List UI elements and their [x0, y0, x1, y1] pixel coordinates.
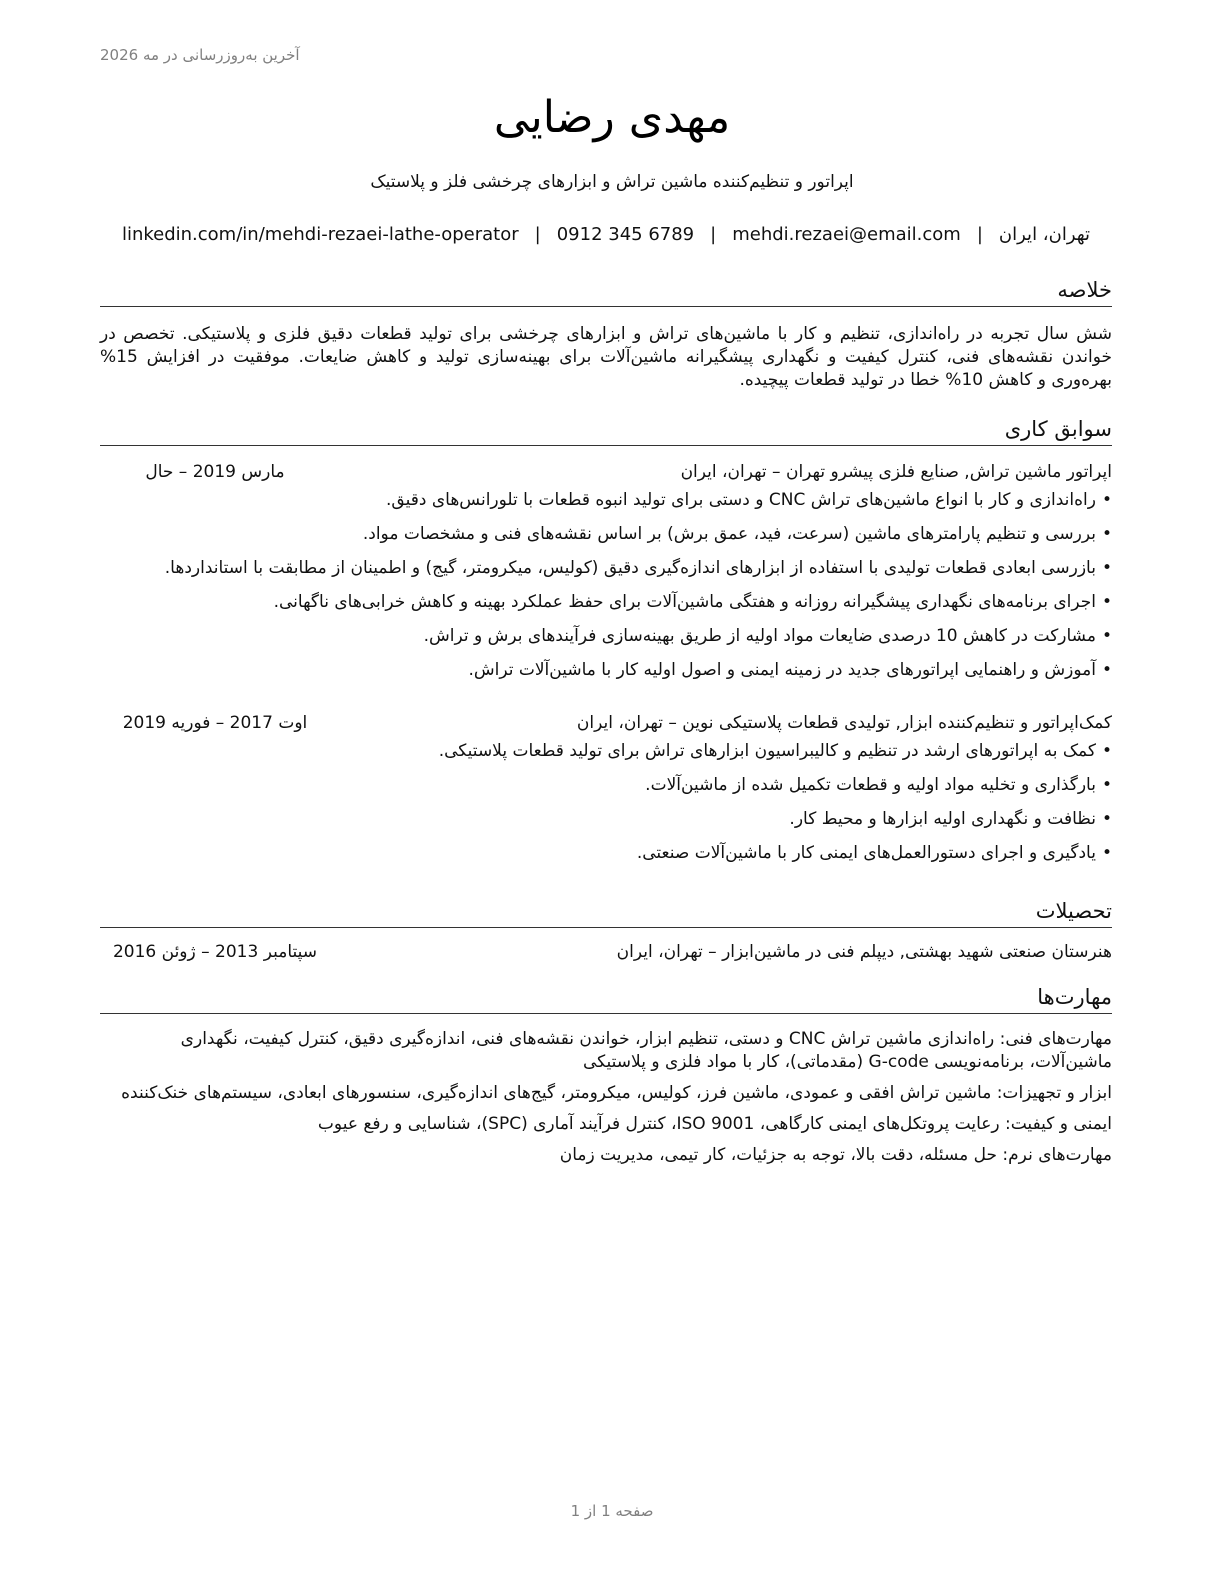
contact-linkedin[interactable]: linkedin.com/in/mehdi-rezaei-lathe-operator: [121, 224, 519, 245]
skill-line: مهارت‌های فنی: راه‌اندازی ماشین تراش CNC و دستی، تنظیم ابزار، خواندن نقشه‌های فنی، اندازه‌گیری دقیق، کنترل کیفیت، نگهداری ماشین‌آلات، برنامه‌نویسی G-code (مقدماتی)، کار با مواد فلزی و پلاستیکی: [180, 1029, 1112, 1072]
education-header: [100, 940, 1112, 964]
job-dates: مارس 2019 – حال: [145, 462, 285, 482]
job-entry: [100, 711, 1112, 865]
job-entry: [100, 460, 1112, 682]
job-bullet: • آموزش و راهنمایی اپراتورهای جدید در زمینه ایمنی و اصول اولیه کار با ماشین‌آلات تراش.: [100, 658, 1112, 682]
candidate-name: مهدی رضایی: [493, 92, 731, 143]
last-updated-note: آخرین به‌روزرسانی در مه 2026: [100, 46, 300, 64]
job-bullet: • نظافت و نگهداری اولیه ابزارها و محیط کار.: [100, 807, 1112, 831]
summary-section: [100, 276, 1112, 392]
job-bullet: • کمک به اپراتورهای ارشد در تنظیم و کالیبراسیون ابزارهای تراش برای تولید قطعات پلاستیکی.: [100, 739, 1112, 763]
job-bullet: • بازرسی ابعادی قطعات تولیدی با استفاده از ابزارهای اندازه‌گیری دقیق (کولیس، میکرومتر، گیج) و اطمینان از مطابقت با استانداردها.: [100, 556, 1112, 580]
job-dates: اوت 2017 – فوریه 2019: [122, 713, 308, 733]
job-bullets: [100, 488, 1112, 682]
section-title-summary: خلاصه: [100, 276, 1112, 307]
contact-email[interactable]: mehdi.rezaei@email.com: [732, 224, 961, 245]
skill-line: ایمنی و کیفیت: رعایت پروتکل‌های ایمنی کارگاهی، ISO 9001، کنترل فرآیند آماری (SPC)، شناسایی و رفع عیوب: [317, 1114, 1112, 1134]
job-header: [100, 711, 1112, 735]
education-entry: [100, 940, 1112, 964]
section-title-skills: مهارت‌ها: [100, 983, 1112, 1014]
contact-location: تهران، ایران: [998, 224, 1091, 245]
job-bullets: [100, 739, 1112, 865]
job-header: [100, 460, 1112, 484]
education-heading: هنرستان صنعتی شهید بهشتی, دیپلم فنی در ماشین‌ابزار – تهران، ایران: [616, 942, 1112, 962]
education-section: [100, 897, 1112, 964]
experience-section: [100, 415, 1112, 865]
contact-line: [100, 224, 1112, 245]
job-heading: اپراتور ماشین تراش, صنایع فلزی پیشرو تهران – تهران، ایران: [680, 462, 1112, 482]
job-bullet: • مشارکت در کاهش 10 درصدی ضایعات مواد اولیه از طریق بهینه‌سازی فرآیندهای برش و تراش.: [100, 624, 1112, 648]
job-bullet: • راه‌اندازی و کار با انواع ماشین‌های تراش CNC و دستی برای تولید انبوه قطعات با تلورانس‌های دقیق.: [100, 488, 1112, 512]
skills-section: [100, 983, 1112, 1167]
page-number: صفحه 1 از 1: [570, 1502, 654, 1520]
section-title-education: تحصیلات: [100, 897, 1112, 928]
section-title-experience: سوابق کاری: [100, 415, 1112, 446]
job-heading: کمک‌اپراتور و تنظیم‌کننده ابزار, تولیدی قطعات پلاستیکی نوین – تهران، ایران: [576, 713, 1112, 733]
skill-line: مهارت‌های نرم: حل مسئله، دقت بالا، توجه به جزئیات، کار تیمی، مدیریت زمان: [559, 1145, 1112, 1165]
job-bullet: • بارگذاری و تخلیه مواد اولیه و قطعات تکمیل شده از ماشین‌آلات.: [100, 773, 1112, 797]
contact-separator: |: [534, 224, 541, 245]
job-bullet: • اجرای برنامه‌های نگهداری پیشگیرانه روزانه و هفتگی ماشین‌آلات برای حفظ عملکرد بهینه و کاهش خرابی‌های ناگهانی.: [100, 590, 1112, 614]
summary-text: شش سال تجربه در راه‌اندازی، تنظیم و کار با ماشین‌های تراش و ابزارهای چرخشی برای تولید قطعات دقیق فلزی و پلاستیکی. تخصص در خواندن نقشه‌های فنی، کنترل کیفیت و نگهداری پیشگیرانه ماشین‌آلات برای بهینه‌سازی تولید و کاهش ضایعات. موفقیت در افزایش 15% بهره‌وری و کاهش 10% خطا در تولید قطعات پیچیده.: [100, 324, 1112, 390]
contact-phone: 0912 345 6789: [556, 224, 695, 245]
job-bullet: • بررسی و تنظیم پارامترهای ماشین (سرعت، فید، عمق برش) بر اساس نقشه‌های فنی و مشخصات مواد.: [100, 522, 1112, 546]
skill-line: ابزار و تجهیزات: ماشین تراش افقی و عمودی، ماشین فرز، کولیس، میکرومتر، گیج‌های اندازه‌گیری، سنسورهای ابعادی، سیستم‌های خنک‌کننده: [121, 1083, 1112, 1103]
job-bullet: • یادگیری و اجرای دستورالعمل‌های ایمنی کار با ماشین‌آلات صنعتی.: [100, 841, 1112, 865]
education-dates: سپتامبر 2013 – ژوئن 2016: [112, 942, 318, 962]
contact-separator: |: [710, 224, 717, 245]
candidate-tagline: اپراتور و تنظیم‌کننده ماشین تراش و ابزارهای چرخشی فلز و پلاستیک: [370, 172, 854, 192]
contact-separator: |: [976, 224, 983, 245]
